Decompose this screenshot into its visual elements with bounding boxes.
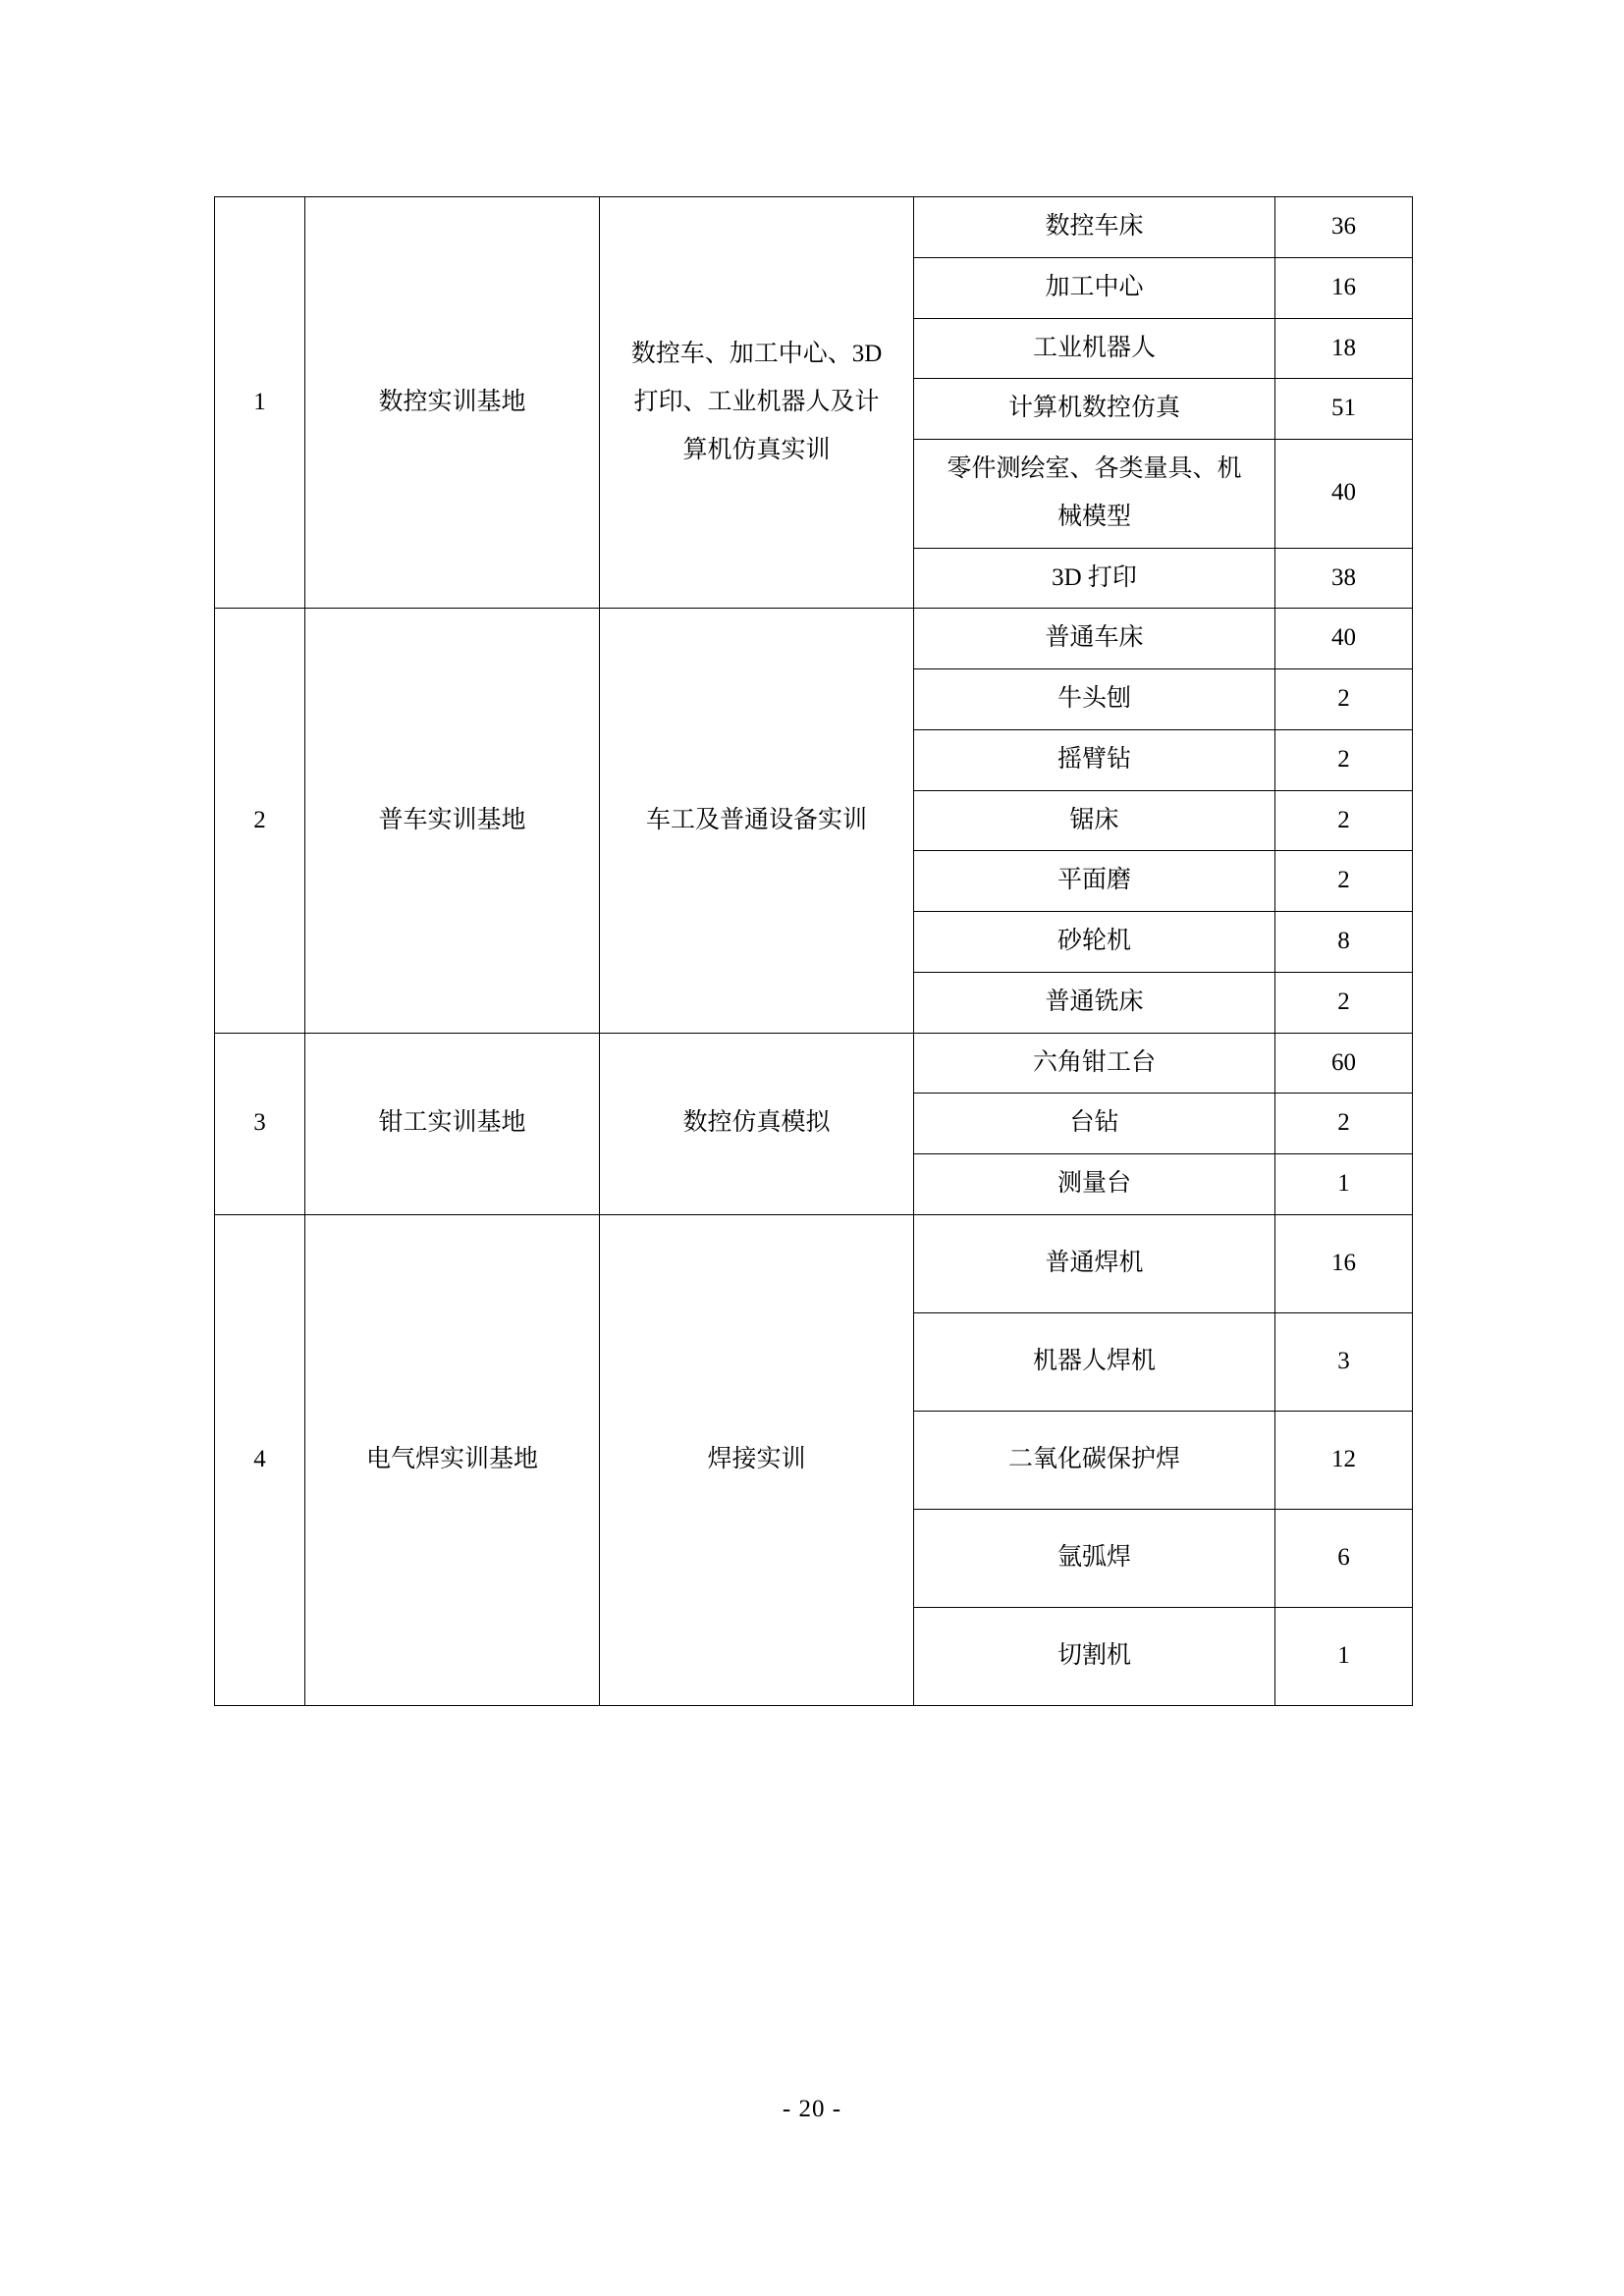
item-qty: 2 — [1275, 729, 1413, 790]
item-qty: 38 — [1275, 548, 1413, 609]
training-base-table-wrap — [214, 196, 1412, 1706]
table-row — [215, 609, 1413, 669]
group-base: 电气焊实训基地 — [305, 1214, 600, 1705]
item-name: 平面磨 — [914, 851, 1275, 912]
item-name: 台钻 — [914, 1094, 1275, 1154]
item-qty: 3 — [1275, 1312, 1413, 1411]
item-qty: 2 — [1275, 972, 1413, 1033]
item-qty: 18 — [1275, 318, 1413, 379]
item-line: 零件测绘室、各类量具、机 — [947, 455, 1242, 482]
item-qty: 2 — [1275, 851, 1413, 912]
item-name: 测量台 — [914, 1154, 1275, 1215]
item-qty: 2 — [1275, 1094, 1413, 1154]
table-row — [215, 1033, 1413, 1094]
item-name: 加工中心 — [914, 257, 1275, 318]
item-name: 工业机器人 — [914, 318, 1275, 379]
item-name: 3D 打印 — [914, 548, 1275, 609]
item-qty: 2 — [1275, 790, 1413, 851]
item-qty: 51 — [1275, 379, 1413, 440]
item-name: 氩弧焊 — [914, 1509, 1275, 1607]
item-name: 锯床 — [914, 790, 1275, 851]
group-base: 普车实训基地 — [305, 609, 600, 1033]
item-name: 六角钳工台 — [914, 1033, 1275, 1094]
item-qty: 2 — [1275, 669, 1413, 730]
item-qty: 36 — [1275, 197, 1413, 258]
item-name: 机器人焊机 — [914, 1312, 1275, 1411]
item-qty: 1 — [1275, 1154, 1413, 1215]
item-qty: 1 — [1275, 1607, 1413, 1705]
group-no: 4 — [215, 1214, 305, 1705]
table-row — [215, 1214, 1413, 1312]
item-name: 数控车床 — [914, 197, 1275, 258]
group-base: 数控实训基地 — [305, 197, 600, 609]
group-no: 2 — [215, 609, 305, 1033]
content-line: 数控车、加工中心、3D — [630, 341, 883, 367]
item-name: 切割机 — [914, 1607, 1275, 1705]
group-content: 车工及普通设备实训 — [600, 609, 914, 1033]
page-number: - 20 - — [782, 2096, 842, 2122]
item-name: 牛头刨 — [914, 669, 1275, 730]
item-name: 砂轮机 — [914, 912, 1275, 973]
item-qty: 40 — [1275, 440, 1413, 549]
group-no: 3 — [215, 1033, 305, 1214]
training-base-table — [214, 196, 1413, 1706]
item-name: 计算机数控仿真 — [914, 379, 1275, 440]
item-qty: 12 — [1275, 1411, 1413, 1509]
item-qty: 16 — [1275, 1214, 1413, 1312]
item-qty: 60 — [1275, 1033, 1413, 1094]
item-name: 摇臂钻 — [914, 729, 1275, 790]
item-name — [914, 440, 1275, 549]
group-content — [600, 197, 914, 609]
item-qty: 16 — [1275, 257, 1413, 318]
item-name: 普通焊机 — [914, 1214, 1275, 1312]
table-row — [215, 197, 1413, 258]
item-qty: 8 — [1275, 912, 1413, 973]
content-line: 打印、工业机器人及计 — [633, 388, 880, 415]
item-name: 普通车床 — [914, 609, 1275, 669]
item-qty: 40 — [1275, 609, 1413, 669]
group-base: 钳工实训基地 — [305, 1033, 600, 1214]
content-line: 算机仿真实训 — [682, 436, 831, 463]
group-no: 1 — [215, 197, 305, 609]
item-line: 械模型 — [1056, 503, 1131, 530]
item-qty: 6 — [1275, 1509, 1413, 1607]
item-name: 二氧化碳保护焊 — [914, 1411, 1275, 1509]
item-name: 普通铣床 — [914, 972, 1275, 1033]
group-content: 焊接实训 — [600, 1214, 914, 1705]
group-content: 数控仿真模拟 — [600, 1033, 914, 1214]
